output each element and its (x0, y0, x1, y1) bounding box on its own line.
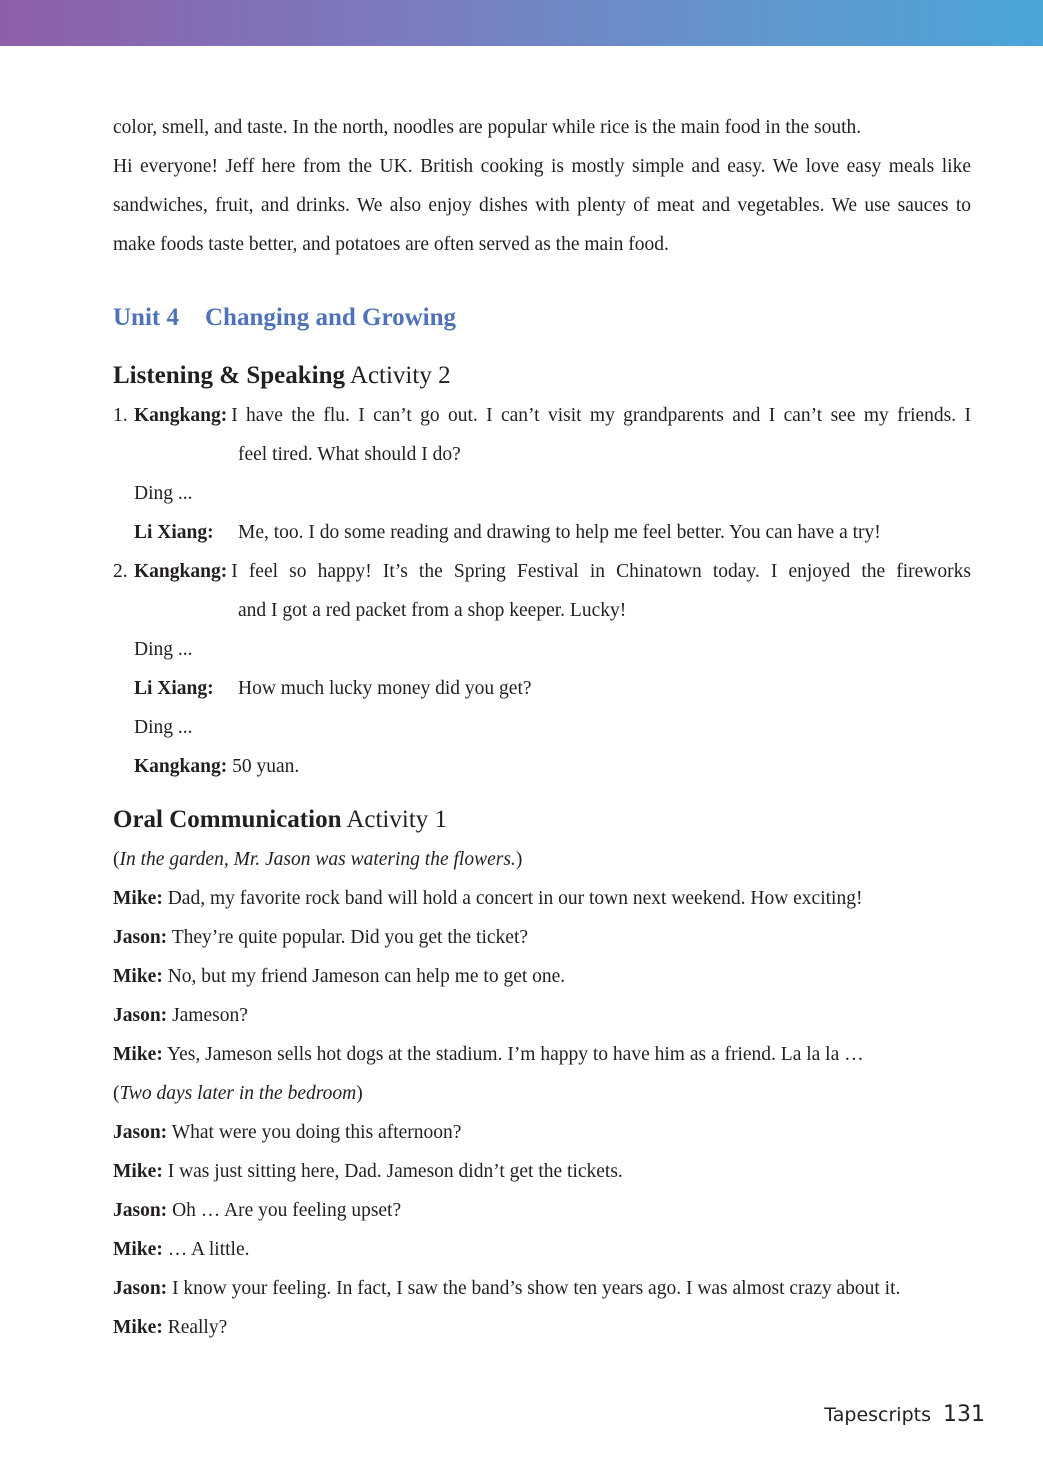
item-2-text-line-1: I feel so happy! It’s the Spring Festival in Chinatown today. I enjoyed the fireworks (231, 561, 971, 582)
top-gradient-bar (0, 0, 1043, 46)
paren-close: ) (356, 1083, 363, 1104)
listening-item-1 (113, 396, 971, 435)
stage-direction-text: Two days later in the bedroom (119, 1083, 357, 1104)
dialogue-text: Jameson? (167, 1005, 248, 1026)
dialogue-line (113, 1230, 971, 1269)
dialogue-part-1 (113, 879, 971, 1074)
dialogue-text: Really? (162, 1317, 228, 1338)
dialogue-line (113, 1308, 971, 1347)
item-number: 1. (113, 405, 128, 426)
dialogue-part-2 (113, 1113, 971, 1347)
dialogue-line (113, 1035, 971, 1074)
paren-close: ) (515, 849, 523, 870)
dialogue-line (113, 1191, 971, 1230)
listening-item-2 (113, 552, 971, 591)
oral-heading-bold: Oral Communication (113, 806, 342, 833)
dialogue-line (113, 918, 971, 957)
dialogue-speaker: Jason: (113, 1278, 168, 1299)
speaker-kangkang: Kangkang: (134, 756, 228, 777)
ding-sound: Ding ... (134, 639, 193, 660)
dialogue-speaker: Mike: (113, 966, 163, 987)
stage-direction-garden (113, 840, 971, 879)
dialogue-text: No, but my friend Jameson can help me to get one. (162, 966, 566, 987)
dialogue-speaker: Jason: (113, 927, 168, 948)
unit-number: Unit 4 (113, 304, 179, 331)
unit-heading (113, 298, 971, 338)
listening-item-2-question (113, 669, 971, 708)
li-xiang-question-text: How much lucky money did you get? (238, 678, 532, 699)
page-footer (824, 1402, 985, 1427)
footer-section-label: Tapescripts (824, 1404, 931, 1426)
dialogue-line (113, 1113, 971, 1152)
dialogue-speaker: Mike: (113, 1239, 163, 1260)
unit-title: Changing and Growing (204, 304, 456, 331)
listening-speaking-heading (113, 356, 971, 396)
dialogue-speaker: Mike: (113, 1317, 163, 1338)
listening-heading-bold: Listening & Speaking (113, 362, 346, 389)
dialogue-text: Yes, Jameson sells hot dogs at the stadium. I’m happy to have him as a friend. La la la … (162, 1044, 864, 1065)
dialogue-text: I know your feeling. In fact, I saw the band’s show ten years ago. I was almost crazy about it. (167, 1278, 901, 1299)
dialogue-speaker: Jason: (113, 1122, 168, 1143)
oral-heading-activity: Activity 1 (341, 806, 448, 833)
dialogue-text: Oh … Are you feeling upset? (167, 1200, 402, 1221)
item-number: 2. (113, 561, 128, 582)
dialogue-text: … A little. (162, 1239, 250, 1260)
dialogue-line (113, 996, 971, 1035)
page-number: 131 (943, 1402, 985, 1427)
listening-item-2-answer (113, 747, 971, 786)
dialogue-speaker: Mike: (113, 888, 163, 909)
stage-direction-text: In the garden, Mr. Jason was watering the flowers. (119, 849, 516, 870)
dialogue-line (113, 879, 971, 918)
speaker-kangkang: Kangkang: (134, 561, 228, 582)
listening-heading-activity: Activity 2 (345, 362, 451, 389)
paren-open: ( (113, 849, 120, 870)
listening-item-1-reply (113, 513, 971, 552)
dialogue-line (113, 957, 971, 996)
dialogue-line (113, 1152, 971, 1191)
item-1-text-line-2: feel tired. What should I do? (238, 444, 461, 465)
item-1-text-line-1: I have the flu. I can’t go out. I can’t visit my grandparents and I can’t see my friends. I (231, 405, 971, 426)
speaker-li-xiang: Li Xiang: (134, 678, 214, 699)
ding-sound: Ding ... (134, 717, 193, 738)
intro-paragraph-jeff: Hi everyone! Jeff here from the UK. British cooking is mostly simple and easy. We love easy meals like sandwiches, fruit, and drinks. We also enjoy dishes with plenty of meat and vegetables. We use sauces to make foods taste better, and potatoes are often served as the main food. (113, 156, 971, 255)
dialogue-speaker: Mike: (113, 1161, 163, 1182)
speaker-kangkang: Kangkang: (134, 405, 228, 426)
ding-sound: Ding ... (134, 483, 193, 504)
speaker-li-xiang: Li Xiang: (134, 522, 214, 543)
dialogue-line (113, 1269, 971, 1308)
oral-communication-heading (113, 800, 971, 840)
dialogue-speaker: Jason: (113, 1005, 168, 1026)
dialogue-text: They’re quite popular. Did you get the ticket? (167, 927, 529, 948)
dialogue-speaker: Jason: (113, 1200, 168, 1221)
dialogue-text: I was just sitting here, Dad. Jameson didn’t get the tickets. (162, 1161, 623, 1182)
dialogue-text: What were you doing this afternoon? (167, 1122, 462, 1143)
page-content (113, 108, 971, 1347)
stage-direction-bedroom (113, 1074, 971, 1113)
intro-line-1: color, smell, and taste. In the north, noodles are popular while rice is the main food in the south. (113, 117, 862, 138)
dialogue-speaker: Mike: (113, 1044, 163, 1065)
kangkang-answer-text: 50 yuan. (227, 756, 300, 777)
li-xiang-reply-text: Me, too. I do some reading and drawing to help me feel better. You can have a try! (238, 522, 881, 543)
item-2-text-line-2: and I got a red packet from a shop keeper. Lucky! (238, 600, 627, 621)
dialogue-text: Dad, my favorite rock band will hold a concert in our town next weekend. How exciting! (162, 888, 863, 909)
paren-open: ( (113, 1083, 120, 1104)
